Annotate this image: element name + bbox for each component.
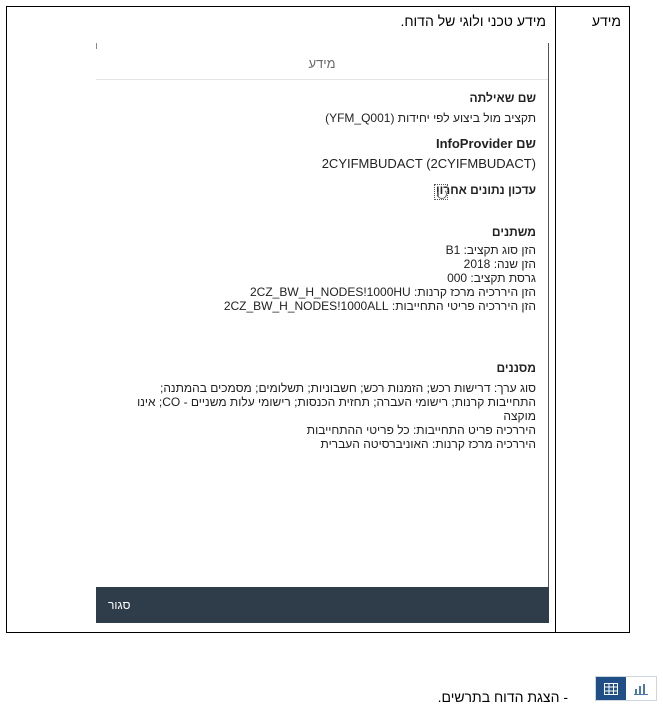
table-description-cell: מידע טכני ולוגי של הדוח. [400, 13, 546, 29]
chart-icon [634, 683, 648, 695]
variable-item: גרסת תקציב: 000 [447, 271, 536, 285]
infoprovider-label: שם InfoProvider [435, 136, 536, 151]
chart-view-caption: - הצגת הדוח בתרשים. [437, 689, 568, 705]
table-icon [604, 683, 618, 695]
info-table [6, 6, 630, 633]
query-name-value: תקציב מול ביצוע לפי יחידות (YFM_Q001) [325, 111, 536, 125]
variable-item: הזן שנה: 2018 [463, 257, 536, 271]
dialog-footer [96, 587, 549, 623]
table-view-button[interactable] [596, 677, 626, 700]
column-divider [555, 7, 556, 632]
close-button[interactable]: סגור [108, 598, 131, 612]
refresh-icon[interactable] [434, 184, 448, 200]
chart-view-button[interactable] [626, 677, 656, 700]
dialog-content [136, 91, 536, 451]
last-update-row [136, 183, 536, 197]
last-update-label: עדכון נתונים אחרון [436, 183, 536, 197]
variables-list [136, 243, 536, 313]
variable-item: הזן סוג תקציב: B1 [445, 243, 536, 257]
filters-label: מסננים [496, 361, 536, 375]
variables-label: משתנים [491, 225, 536, 239]
dialog-title: מידע [96, 49, 548, 80]
filter-item: סוג ערך: דרישות רכש; הזמנות רכש; חשבוניות; תשלומים; מסמכים בהמתנה; התחייבות קרנות; רישומי העברה; תחזית הכנסות; רישומי עלות משניים - CO; אינו מוקצה [137, 381, 536, 423]
query-name-label: שם שאילתה [469, 91, 536, 105]
variable-item: הזן היררכיה פריטי התחייבות: 2CZ_BW_H_NODES!1000ALL [223, 299, 536, 313]
filter-item: היררכיה מרכז קרנות: האוניברסיטה העברית [320, 437, 536, 451]
info-dialog [96, 43, 549, 623]
infoprovider-value: (2CYIFMBUDACT (2CYIFMBUDACT [321, 156, 536, 171]
filters-list [136, 381, 536, 451]
variable-item: הזן היררכיה מרכז קרנות: 2CZ_BW_H_NODES!1000HU [249, 285, 536, 299]
filter-item: היררכיה פריט התחייבות: כל פריטי ההתחייבות [306, 423, 536, 437]
view-toggle-toolbar [595, 676, 657, 701]
table-label-cell: מידע [591, 13, 621, 29]
